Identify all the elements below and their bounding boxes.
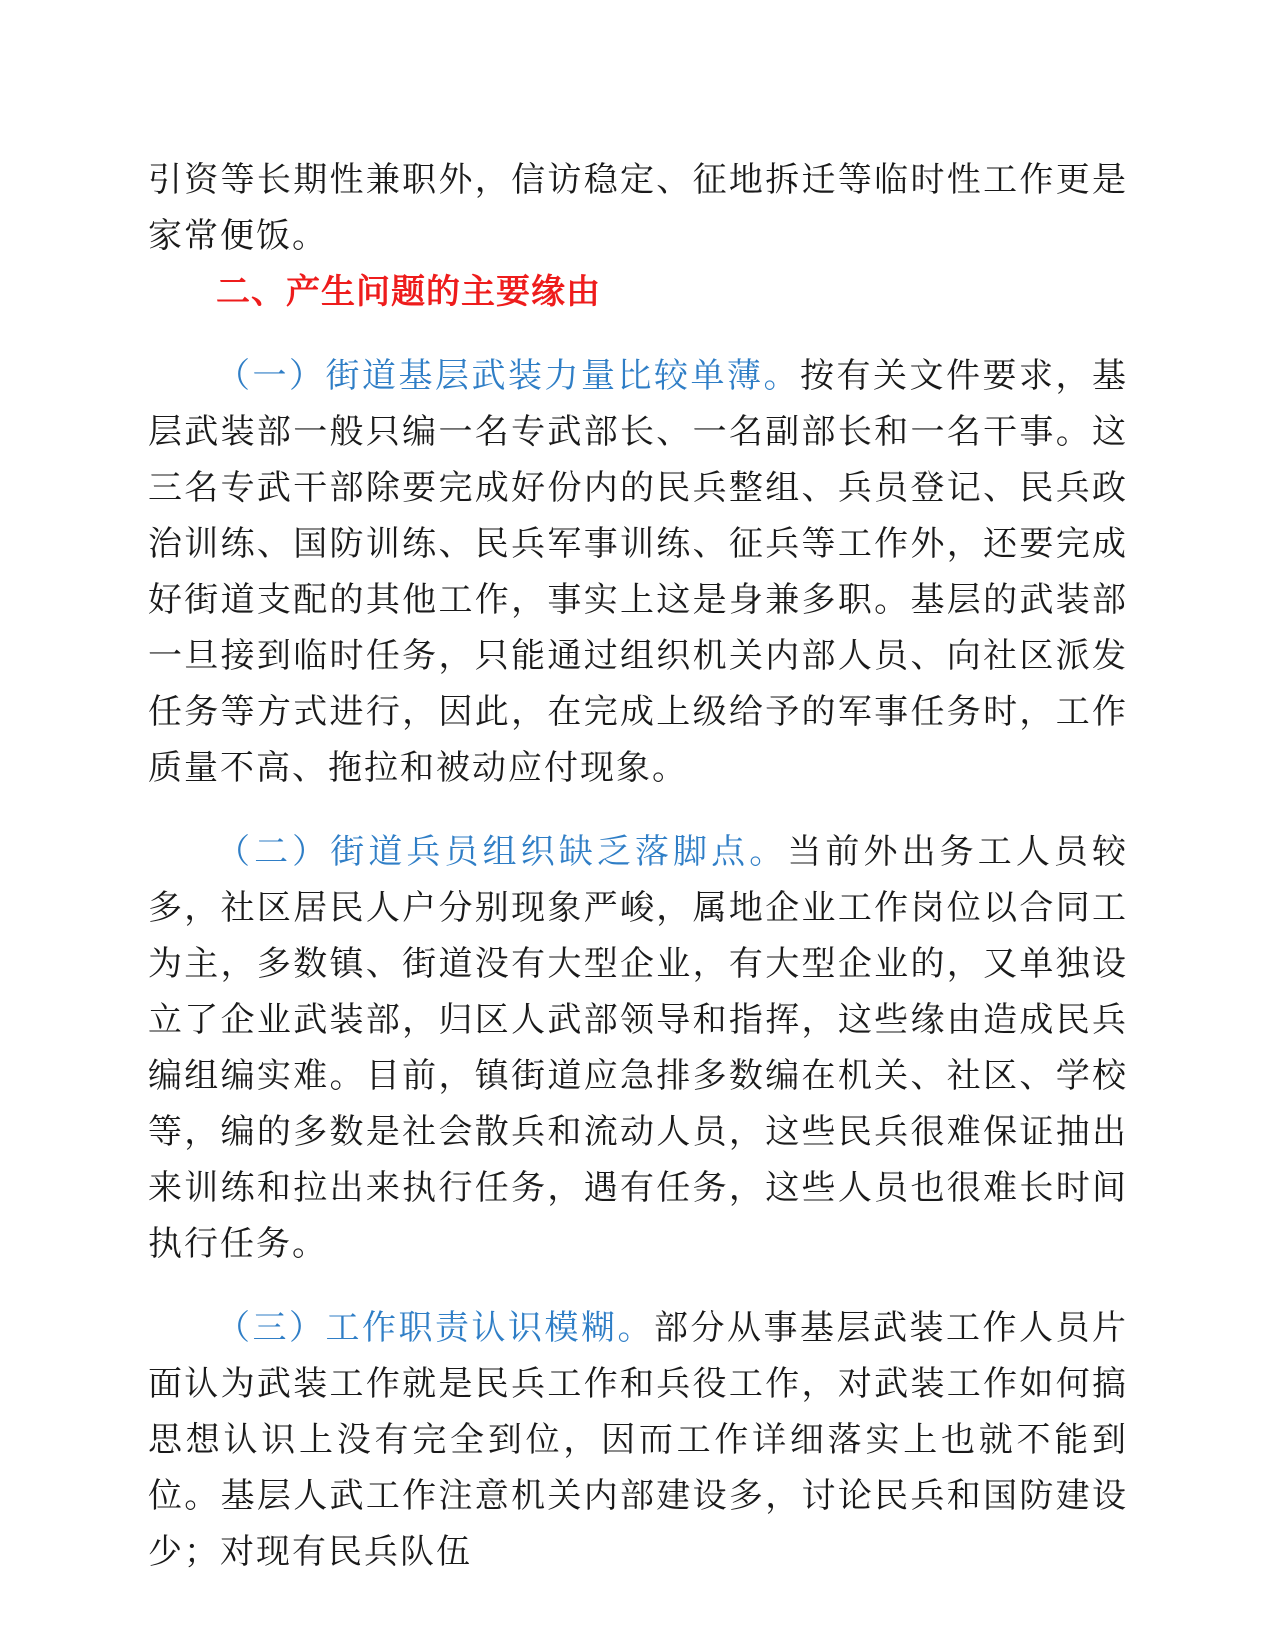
- section-paragraph-2: [148, 824, 1128, 1272]
- section-heading: [148, 264, 1128, 320]
- section-paragraph-1: [148, 348, 1128, 796]
- section-heading-text: 二、产生问题的主要缘由: [216, 272, 601, 312]
- paragraph-body-3: 部分从事基层武装工作人员片面认为武装工作就是民兵工作和兵役工作，对武装工作如何搞思想认识上没有完全到位，因而工作详细落实上也就不能到位。基层人武工作注意机关内部建设多，讨论民兵和国防建设少；对现有民兵队伍: [148, 1308, 1128, 1572]
- paragraph-continued: [148, 152, 1128, 264]
- subheading-1: （一）街道基层武装力量比较单薄。: [216, 356, 800, 396]
- document-body: [148, 152, 1128, 1580]
- subheading-3: （三）工作职责认识模糊。: [216, 1308, 654, 1348]
- subheading-2: （二）街道兵员组织缺乏落脚点。: [216, 832, 788, 872]
- paragraph-text: 引资等长期性兼职外，信访稳定、征地拆迁等临时性工作更是家常便饭。: [148, 160, 1128, 256]
- section-paragraph-3: [148, 1300, 1128, 1580]
- paragraph-body-1: 按有关文件要求，基层武装部一般只编一名专武部长、一名副部长和一名干事。这三名专武干部除要完成好份内的民兵整组、兵员登记、民兵政治训练、国防训练、民兵军事训练、征兵等工作外，还要完成好街道支配的其他工作，事实上这是身兼多职。基层的武装部一旦接到临时任务，只能通过组织机关内部人员、向社区派发任务等方式进行，因此，在完成上级给予的军事任务时，工作质量不高、拖拉和被动应付现象。: [148, 356, 1128, 788]
- paragraph-body-2: 当前外出务工人员较多，社区居民人户分别现象严峻，属地企业工作岗位以合同工为主，多数镇、街道没有大型企业，有大型企业的，又单独设立了企业武装部，归区人武部领导和指挥，这些缘由造成民兵编组编实难。目前，镇街道应急排多数编在机关、社区、学校等，编的多数是社会散兵和流动人员，这些民兵很难保证抽出来训练和拉出来执行任务，遇有任务，这些人员也很难长时间执行任务。: [148, 832, 1129, 1264]
